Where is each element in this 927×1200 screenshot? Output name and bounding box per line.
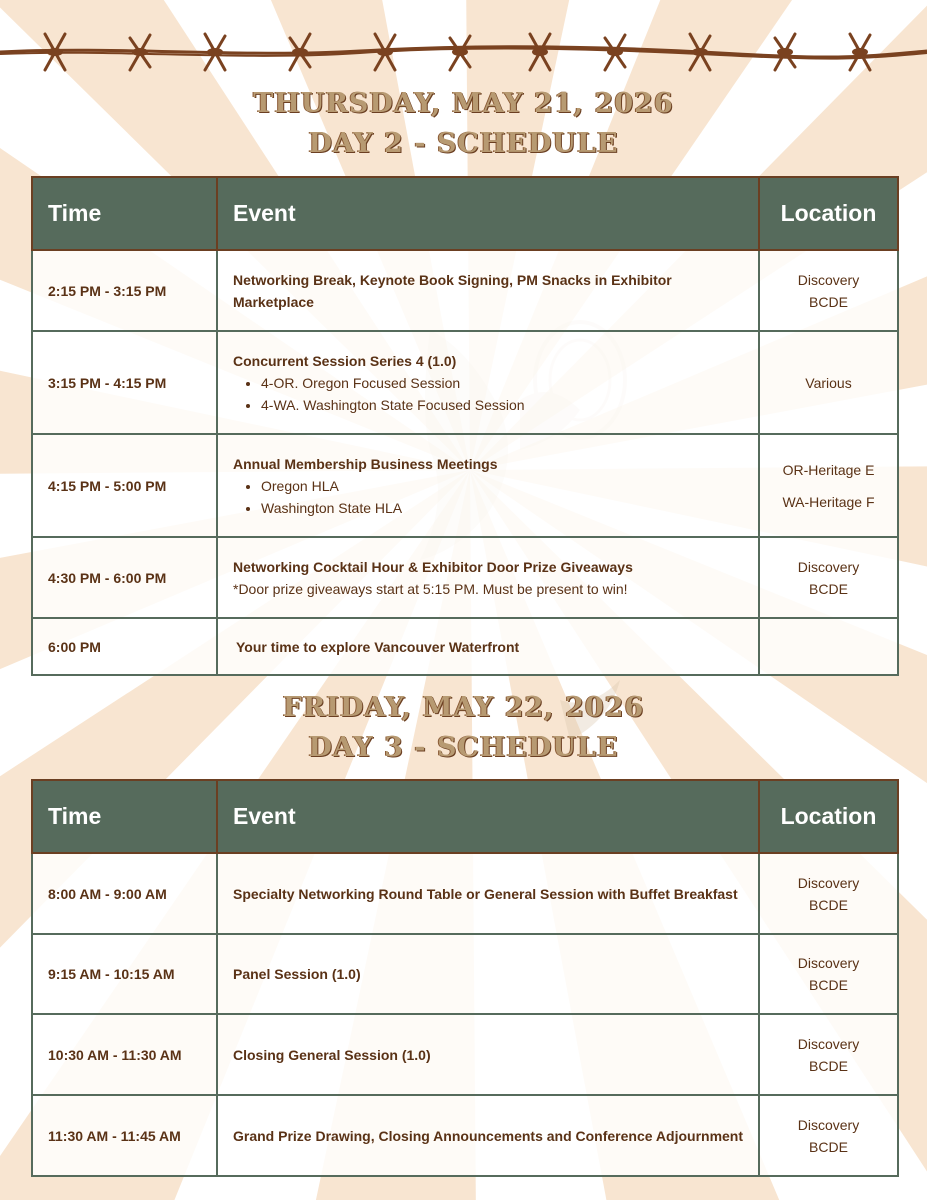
location-line: BCDE [809,1057,848,1074]
location-column-header: Location [759,177,898,250]
event-title: Annual Membership Business Meetings [233,455,498,472]
session-time: 9:15 AM - 10:15 AM [32,934,217,1014]
location-line: BCDE [809,977,848,993]
barb [775,34,795,70]
session-event [217,934,759,1014]
table-row [32,1095,898,1176]
session-location [759,1014,898,1095]
table-row [32,1014,898,1095]
event-column-header: Event [217,780,759,853]
session-event [217,250,759,331]
location-line: BCDE [809,896,848,913]
barb [850,34,870,70]
location-line: WA-Heritage F [782,493,875,510]
table-row [32,434,898,537]
barb [530,34,550,70]
barb [605,35,625,70]
session-location [759,537,898,618]
session-event [217,537,759,618]
session-time: 4:30 PM - 6:00 PM [32,537,217,618]
location-line: OR-Heritage E [782,461,875,478]
session-location [759,853,898,934]
barb [375,34,395,70]
time-column-header: Time [32,177,217,250]
event-title: Networking Break, Keynote Book Signing, PM Snacks in Exhibitor Marketplace [233,271,672,310]
event-title: Concurrent Session Series 4 (1.0) [233,352,457,369]
location-line: BCDE [809,1138,848,1155]
day2-schedule-title: DAY 2 - SCHEDULE [308,128,619,159]
table-row [32,250,898,331]
location-line: Discovery [797,1116,860,1133]
time-column-header: Time [32,780,217,853]
event-bullet-list [233,475,743,519]
barb [690,34,710,70]
session-event [217,1095,759,1176]
session-event [217,853,759,934]
event-column-header: Event [217,177,759,250]
list-item: • 4-WA. Washington State Focused Session [261,394,743,416]
event-title: Networking Cocktail Hour & Exhibitor Door Prize Giveaways [233,558,633,575]
location-line: Various [805,374,852,391]
location-line: BCDE [809,580,848,597]
day3-schedule-title: DAY 3 - SCHEDULE [308,732,619,763]
session-location [759,618,898,675]
day2-schedule-table [31,176,899,676]
event-title: Your time to explore Vancouver Waterfront [236,638,520,655]
table-header-row [32,177,898,250]
location-line: Discovery [797,558,860,575]
table-row [32,934,898,1014]
barb [290,34,310,70]
event-title: Panel Session (1.0) [233,966,361,982]
event-title: Specialty Networking Round Table or General Session with Buffet Breakfast [233,885,738,902]
barbed-wire-decoration [0,22,927,82]
location-line: Discovery [797,955,860,971]
table-row [32,331,898,434]
session-event [217,618,759,675]
day3-heading [0,688,927,768]
day2-date-title: THURSDAY, MAY 21, 2026 [253,88,674,119]
session-time: 8:00 AM - 9:00 AM [32,853,217,934]
barb [45,34,65,70]
session-location [759,434,898,537]
barb [130,35,150,70]
session-time: 11:30 AM - 11:45 AM [32,1095,217,1176]
session-location [759,934,898,1014]
session-location [759,250,898,331]
location-line: Discovery [797,1035,860,1052]
session-location [759,1095,898,1176]
event-note: *Door prize giveaways start at 5:15 PM. Must be present to win! [233,580,628,597]
location-line: BCDE [809,293,848,310]
barb [205,34,225,70]
event-title: Closing General Session (1.0) [233,1046,431,1063]
session-location [759,331,898,434]
barb [450,36,470,70]
session-time: 2:15 PM - 3:15 PM [32,250,217,331]
session-event [217,434,759,537]
table-row [32,853,898,934]
table-row [32,618,898,675]
list-item: • Oregon HLA [261,475,743,497]
session-event [217,1014,759,1095]
table-row [32,537,898,618]
day3-schedule-table [31,779,899,1177]
list-item: • Washington State HLA [261,497,743,519]
day2-heading [0,84,927,164]
session-time: 10:30 AM - 11:30 AM [32,1014,217,1095]
day3-date-title: FRIDAY, MAY 22, 2026 [282,692,645,723]
event-title: Grand Prize Drawing, Closing Announcements and Conference Adjournment [233,1127,744,1144]
session-event [217,331,759,434]
list-item: • 4-OR. Oregon Focused Session [261,372,743,394]
location-line: Discovery [797,271,860,288]
location-column-header: Location [759,780,898,853]
event-bullet-list [233,372,743,416]
table-header-row [32,780,898,853]
session-time: 3:15 PM - 4:15 PM [32,331,217,434]
location-line: Discovery [797,874,860,891]
session-time: 4:15 PM - 5:00 PM [32,434,217,537]
session-time: 6:00 PM [32,618,217,675]
